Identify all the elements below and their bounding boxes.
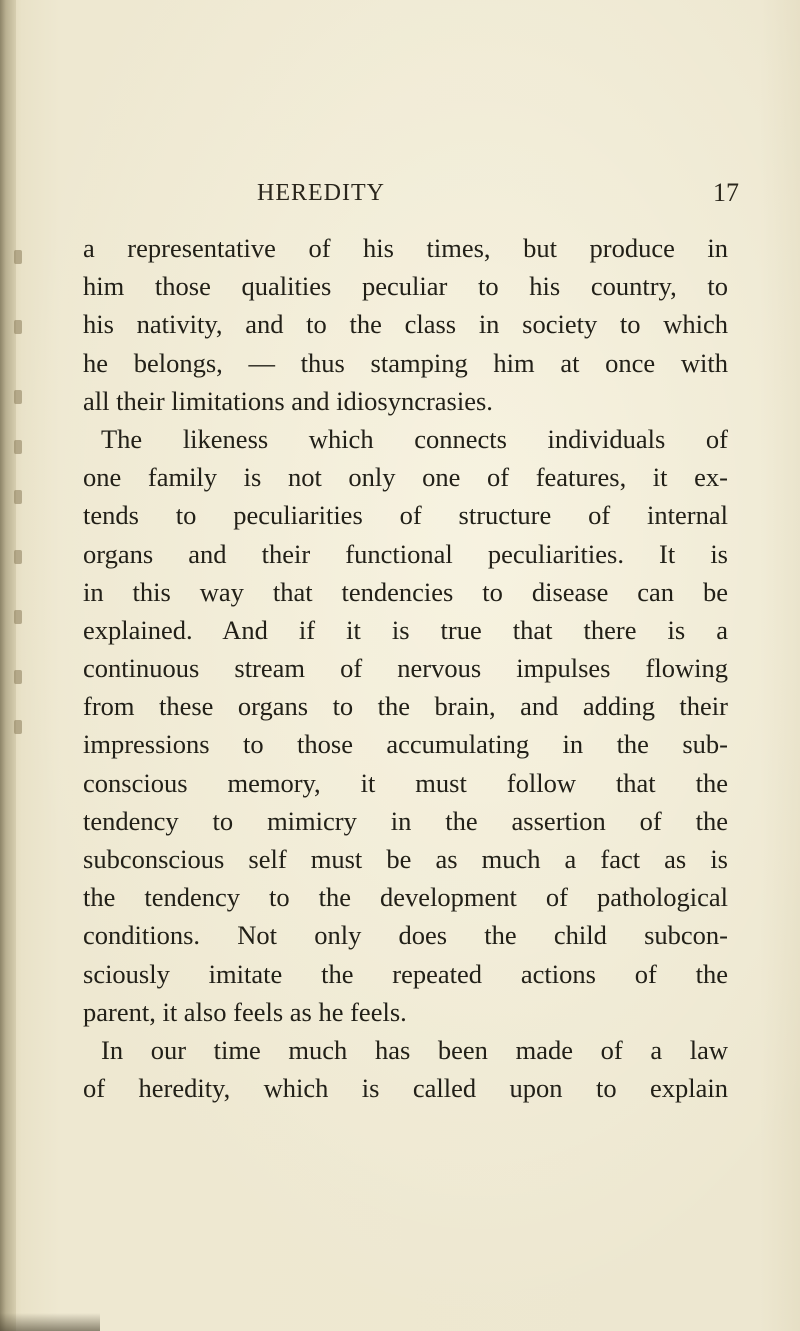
text-line: tendency to mimicry in the assertion of the: [83, 805, 728, 836]
text-line: conditions. Not only does the child subcon-: [83, 920, 728, 951]
gutter-show-through: [14, 250, 24, 770]
page-number: 17: [713, 178, 739, 207]
page-corner-shadow: [0, 1313, 100, 1331]
running-head: [0, 180, 800, 220]
text-line: him those qualities peculiar to his country, to: [83, 271, 728, 302]
text-line: tends to peculiarities of structure of internal: [83, 500, 728, 531]
text-line: in this way that tendencies to disease can be: [83, 576, 728, 607]
text-line: all their limitations and idiosyncrasies.: [83, 385, 493, 416]
text-line: conscious memory, it must follow that the: [83, 767, 728, 798]
text-line: he belongs, — thus stamping him at once with: [83, 347, 728, 378]
text-line: from these organs to the brain, and adding their: [83, 691, 728, 722]
text-line: parent, it also feels as he feels.: [83, 996, 407, 1027]
text-line: explained. And if it is true that there is a: [83, 614, 728, 645]
running-title: HEREDITY: [257, 180, 385, 206]
text-line: organs and their functional peculiarities. It is: [83, 538, 728, 569]
text-line: the tendency to the development of pathological: [83, 882, 728, 913]
body-text: [83, 229, 728, 1107]
text-line: impressions to those accumulating in the sub-: [83, 729, 728, 760]
text-line: sciously imitate the repeated actions of the: [83, 958, 728, 989]
text-line: of heredity, which is called upon to explain: [83, 1073, 728, 1104]
text-line: a representative of his times, but produce in: [83, 233, 728, 263]
text-line: continuous stream of nervous impulses flowing: [83, 653, 728, 684]
text-line: In our time much has been made of a law: [101, 1034, 728, 1065]
text-line: The likeness which connects individuals of: [101, 423, 728, 454]
text-line: his nativity, and to the class in society to which: [83, 309, 728, 340]
text-line: one family is not only one of features, it ex-: [83, 462, 728, 493]
text-line: subconscious self must be as much a fact as is: [83, 844, 728, 874]
